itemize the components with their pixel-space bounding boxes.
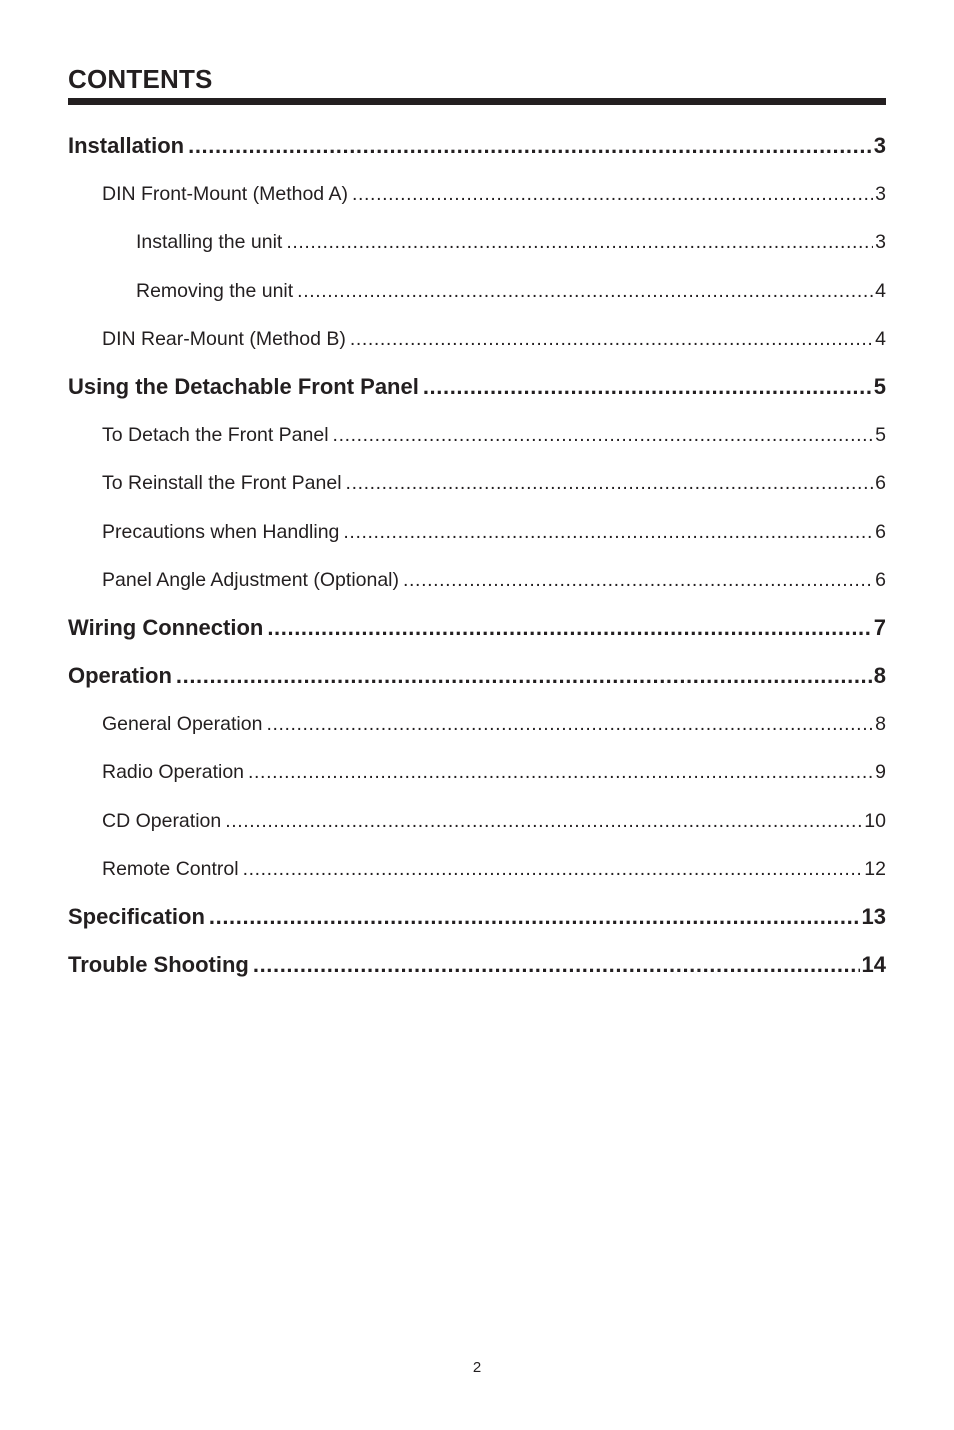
toc-entry-wiring-connection[interactable] <box>68 604 886 652</box>
toc-entry-label: Operation <box>68 663 172 689</box>
toc-entry-page: 6 <box>875 520 886 543</box>
toc-entry-label: Panel Angle Adjustment (Optional) <box>102 568 400 591</box>
toc-dot-leader <box>297 267 873 315</box>
toc-dot-leader <box>333 411 874 459</box>
toc-entry-din-front-mount[interactable] <box>68 170 886 218</box>
toc-dot-leader <box>352 170 873 218</box>
toc-entry-page: 10 <box>864 809 886 832</box>
toc-entry-page: 3 <box>873 133 886 158</box>
toc-entry-page: 5 <box>875 424 886 447</box>
toc-entry-page: 14 <box>861 952 886 978</box>
toc-entry-label: DIN Rear-Mount (Method B) <box>102 327 346 350</box>
toc-entry-page: 6 <box>875 472 886 495</box>
toc-entry-page: 7 <box>873 614 886 640</box>
toc-entry-removing-the-unit[interactable] <box>68 267 886 315</box>
toc-entry-page: 13 <box>861 904 886 929</box>
toc-entry-page: 4 <box>875 279 886 302</box>
toc-dot-leader <box>286 218 873 266</box>
toc-entry-detachable-front-panel[interactable] <box>68 363 886 411</box>
toc-entry-page: 4 <box>875 327 886 350</box>
toc-dot-leader <box>346 459 874 507</box>
toc-dot-leader <box>403 556 873 604</box>
toc-entry-installing-the-unit[interactable] <box>68 218 886 266</box>
toc-entry-page: 8 <box>873 663 886 689</box>
page-number: 2 <box>472 1359 482 1376</box>
toc-dot-leader <box>225 797 862 845</box>
toc-dot-leader <box>253 941 860 989</box>
toc-entry-trouble-shooting[interactable] <box>68 941 886 989</box>
toc-entry-label: Remote Control <box>102 857 239 880</box>
toc-entry-label: Removing the unit <box>136 279 294 302</box>
toc-entry-general-operation[interactable] <box>68 700 886 748</box>
toc-dot-leader <box>243 845 863 893</box>
toc-dot-leader <box>267 604 871 652</box>
toc-entry-label: Installation <box>68 133 185 158</box>
toc-dot-leader <box>248 748 873 796</box>
toc-entry-label: Trouble Shooting <box>68 952 249 978</box>
toc-dot-leader <box>266 700 873 748</box>
toc-entry-reinstall-front-panel[interactable] <box>68 459 886 507</box>
toc-entry-remote-control[interactable] <box>68 845 886 893</box>
toc-dot-leader <box>176 652 872 700</box>
toc-entry-page: 9 <box>875 761 886 784</box>
toc-dot-leader <box>343 508 873 556</box>
toc-entry-label: CD Operation <box>102 809 222 832</box>
toc-entry-cd-operation[interactable] <box>68 797 886 845</box>
toc-entry-label: Radio Operation <box>102 761 245 784</box>
toc-entry-panel-angle-adjustment[interactable] <box>68 556 886 604</box>
toc-dot-leader <box>350 315 873 363</box>
toc-entry-label: Using the Detachable Front Panel <box>68 373 419 399</box>
toc-entry-radio-operation[interactable] <box>68 748 886 796</box>
toc-entry-detach-front-panel[interactable] <box>68 411 886 459</box>
toc-entry-page: 3 <box>875 231 886 254</box>
toc-entry-installation[interactable] <box>68 122 886 170</box>
toc-entry-label: Installing the unit <box>136 231 283 254</box>
toc-dot-leader <box>188 122 872 170</box>
toc-entry-label: General Operation <box>102 713 263 736</box>
toc-entry-page: 6 <box>875 568 886 591</box>
toc-entry-page: 5 <box>873 373 886 399</box>
toc-entry-label: Precautions when Handling <box>102 520 340 543</box>
toc-dot-leader <box>423 363 872 411</box>
page-title: CONTENTS <box>68 64 213 94</box>
toc-entry-precautions[interactable] <box>68 508 886 556</box>
toc-entry-label: DIN Front-Mount (Method A) <box>102 183 348 206</box>
toc-entry-page: 8 <box>875 713 886 736</box>
toc-entry-label: To Detach the Front Panel <box>102 424 329 447</box>
toc-entry-page: 3 <box>875 183 886 206</box>
toc-entry-din-rear-mount[interactable] <box>68 315 886 363</box>
table-of-contents <box>68 122 886 989</box>
toc-entry-page: 12 <box>864 857 886 880</box>
toc-entry-specification[interactable] <box>68 893 886 941</box>
toc-dot-leader <box>209 893 860 941</box>
toc-entry-operation[interactable] <box>68 652 886 700</box>
title-rule <box>68 98 886 105</box>
toc-entry-label: To Reinstall the Front Panel <box>102 472 342 495</box>
toc-entry-label: Wiring Connection <box>68 614 264 640</box>
toc-entry-label: Specification <box>68 904 205 929</box>
